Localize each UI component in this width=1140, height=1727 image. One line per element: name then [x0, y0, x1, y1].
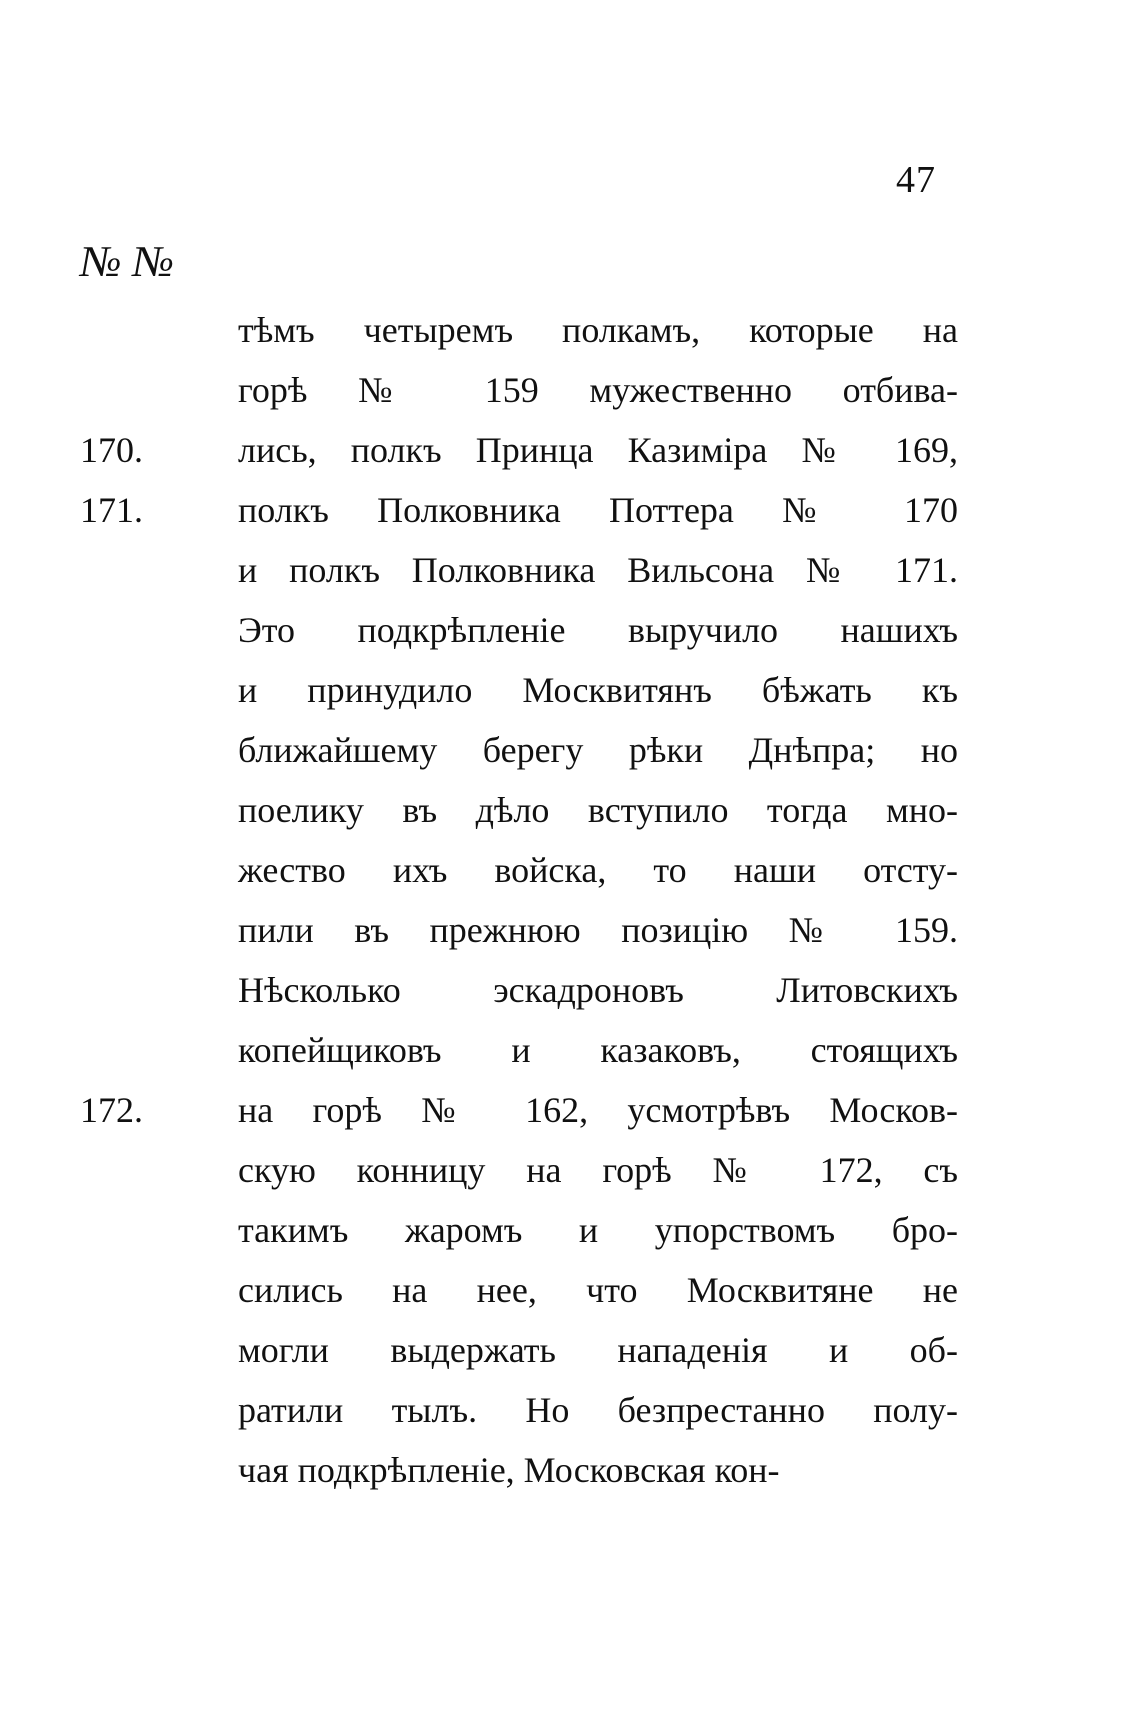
margin-header: № № — [80, 237, 174, 286]
text-line: Нѣсколько эскадроновъ Литовскихъ — [238, 970, 958, 1010]
margin-note-171: 171. — [80, 490, 143, 530]
margin-note-172: 172. — [80, 1090, 143, 1130]
text-line: чая подкрѣпленіе, Московская кон- — [238, 1450, 780, 1490]
text-line: жество ихъ войска, то наши отсту- — [238, 850, 958, 890]
text-line: пили въ прежнюю позицію № 159. — [238, 910, 958, 950]
text-line: копейщиковъ и казаковъ, стоящихъ — [238, 1030, 958, 1070]
text-line: скую конницу на горѣ № 172, съ — [238, 1150, 958, 1190]
text-line: на горѣ № 162, усмотрѣвъ Москов- — [238, 1090, 958, 1130]
page-number: 47 — [896, 159, 936, 201]
text-line: такимъ жаромъ и упорствомъ бро- — [238, 1210, 958, 1250]
text-line: лись, полкъ Принца Казиміра № 169, — [238, 430, 958, 470]
text-line: сились на нее, что Москвитяне не — [238, 1270, 958, 1310]
text-line: и принудило Москвитянъ бѣжать къ — [238, 670, 958, 710]
text-line: тѣмъ четыремъ полкамъ, которые на — [238, 310, 958, 350]
text-line: горѣ № 159 мужественно отбива- — [238, 370, 958, 410]
body-text — [238, 300, 958, 1500]
text-line: могли выдержать нападенія и об- — [238, 1330, 958, 1370]
text-line: и полкъ Полковника Вильсона № 171. — [238, 550, 958, 590]
text-line: ближайшему берегу рѣки Днѣпра; но — [238, 730, 958, 770]
text-line: поелику въ дѣло вступило тогда мно- — [238, 790, 958, 830]
text-line: ратили тылъ. Но безпрестанно полу- — [238, 1390, 958, 1430]
margin-note-170: 170. — [80, 430, 143, 470]
text-line: полкъ Полковника Поттера № 170 — [238, 490, 958, 530]
text-line: Это подкрѣпленіе выручило нашихъ — [238, 610, 958, 650]
